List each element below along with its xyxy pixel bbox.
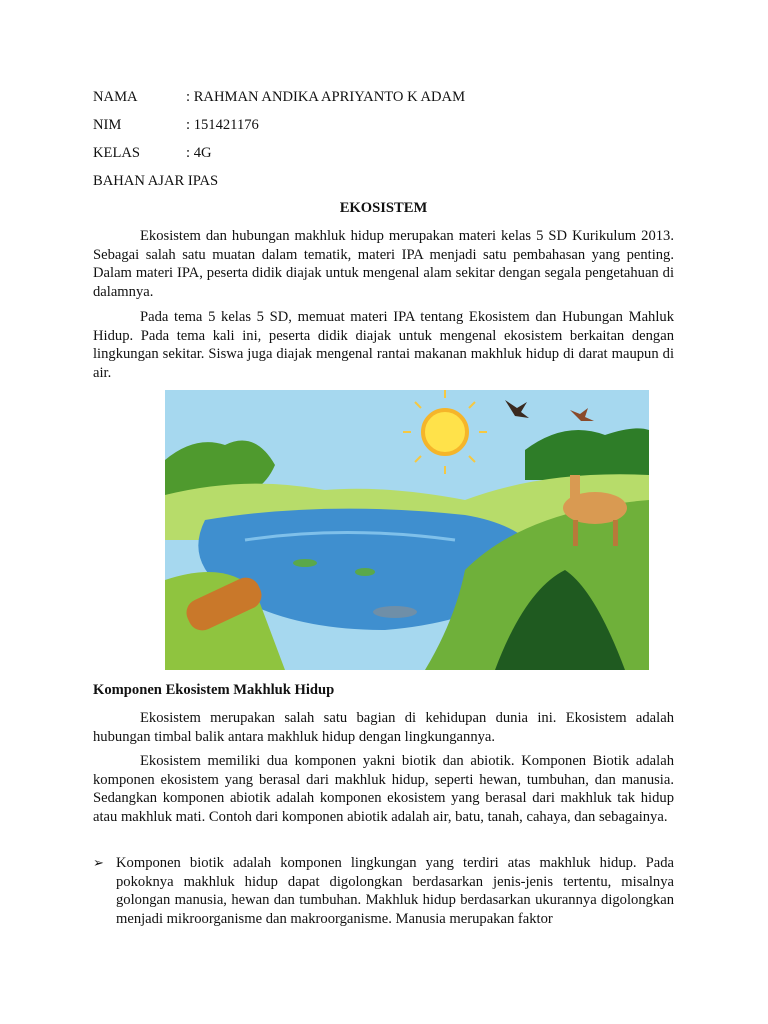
section-paragraph-2: Ekosistem memiliki dua komponen yakni biotik dan abiotik. Komponen Biotik adalah komponen ekosistem yang berasal dari makhluk hidup, seperti hewan, tumbuhan, dan manusia. Sedangkan komponen abiotik adalah komponen ekosistem yang berasal dari makhluk tak hidup atau makhluk mati. Contoh dari komponen abiotik adalah air, batu, tanah, cahaya, dan sebagainya.: [93, 753, 674, 825]
section-heading: Komponen Ekosistem Makhluk Hidup: [93, 682, 335, 698]
intro-paragraph-2: Pada tema 5 kelas 5 SD, memuat materi IPA tentang Ekosistem dan Hubungan Mahluk Hidup. Pada tema kali ini, peserta didik diajak untuk mengenal ekosistem berkaitan dengan lingkungan sekitar. Siswa juga diajak mengenal rantai makanan makhluk hidup di darat maupun di air.: [93, 309, 674, 381]
section-paragraph-1: Ekosistem merupakan salah satu bagian di kehidupan dunia ini. Ekosistem adalah hubungan timbal balik antara makhluk hidup dengan lingkungannya.: [93, 710, 674, 745]
nim-label: NIM: [93, 117, 122, 133]
deer-leg: [573, 520, 578, 546]
document-title: EKOSISTEM: [339, 200, 428, 216]
ecosystem-illustration: [165, 390, 649, 670]
lily-pad: [293, 559, 317, 567]
nim-value: : 151421176: [186, 117, 259, 133]
nama-value: : RAHMAN ANDIKA APRIYANTO K ADAM: [186, 89, 466, 105]
bahan-ajar-label: BAHAN AJAR IPAS: [93, 173, 219, 189]
bullet-text: Komponen biotik adalah komponen lingkungan yang terdiri atas makhluk hidup. Pada pokoknya makhluk hidup dapat digolongkan berdasarkan jenis-jenis tertentu, misalnya golongan manusia, hewan dan tumbuhan. Makhluk hidup berdasarkan ukurannya digolongkan menjadi mikroorganisme dan makroorganisme. Manusia merupakan faktor: [116, 855, 674, 927]
arrow-bullet-icon: ➢: [93, 855, 104, 870]
bullet-item: [93, 854, 674, 928]
intro-paragraph-1: Ekosistem dan hubungan makhluk hidup merupakan materi kelas 5 SD Kurikulum 2013. Sebagai salah satu muatan dalam tematik, materi IPA menjadi satu pembahasan yang penting. Dalam materi IPA, peserta didik diajak untuk mengenal alam sekitar dengan segala pengetahuan di dalamnya.: [93, 228, 674, 300]
deer-leg: [613, 520, 618, 546]
deer-neck: [570, 475, 580, 505]
lily-pad: [355, 568, 375, 576]
nama-label: NAMA: [93, 89, 138, 105]
kelas-value: : 4G: [186, 145, 212, 161]
sun-icon: [423, 410, 467, 454]
fish-icon: [373, 606, 417, 618]
kelas-label: KELAS: [93, 145, 141, 161]
